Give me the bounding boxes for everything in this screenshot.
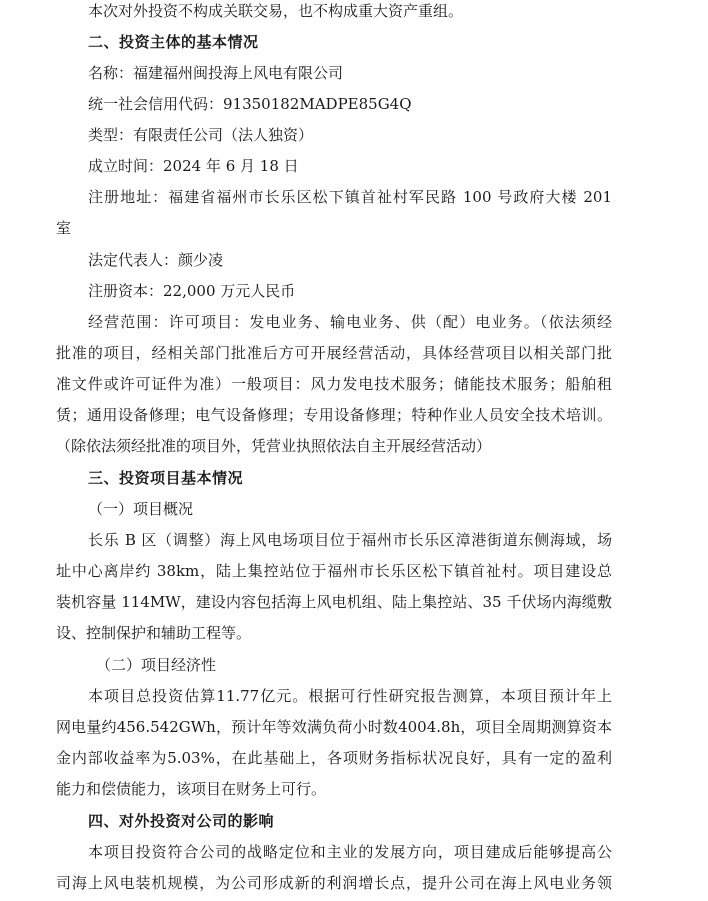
registered-address-line-1: 注册地址：福建省福州市长乐区松下镇首祉村军民路 100 号政府大楼 201 [88,188,612,206]
registered-capital: 注册资本：22,000 万元人民币 [88,282,296,300]
project-overview-line-3: 装机容量 114MW，建设内容包括海上风电机组、陆上集控站、35 千伏场内海缆敷 [56,593,612,611]
business-scope-line-4: 赁；通用设备修理；电气设备修理；专用设备修理；特种作业人员安全技术培训。 [56,406,612,424]
business-scope-line-2: 批准的项目，经相关部门批准后方可开展经营活动，具体经营项目以相关部门批 [56,344,612,362]
company-type: 类型：有限责任公司（法人独资） [88,126,314,144]
project-economics-line-2: 网电量约456.542GWh，预计年等效满负荷小时数4004.8h，项目全周期测算资本 [56,718,612,736]
project-economics-line-3: 金内部收益率为5.03%，在此基础上，各项财务指标状况良好，具有一定的盈利 [56,749,612,767]
legal-representative: 法定代表人：颜少凌 [88,251,224,269]
project-economics-line-4: 能力和偿债能力，该项目在财务上可行。 [56,780,327,798]
project-overview-line-2: 址中心离岸约 38km，陆上集控站位于福州市长乐区松下镇首祉村。项目建设总 [56,562,612,580]
section-heading-project: 三、投资项目基本情况 [88,469,244,487]
section-heading-investor: 二、投资主体的基本情况 [88,33,259,51]
credit-code: 统一社会信用代码：91350182MADPE85G4Q [88,95,412,113]
company-name: 名称：福建福州闽投海上风电有限公司 [88,64,344,82]
business-scope-line-5: （除依法须经批准的项目外，凭营业执照依法自主开展经营活动） [56,437,492,455]
paragraph-no-related-transaction: 本次对外投资不构成关联交易，也不构成重大资产重组。 [88,2,464,20]
established-date: 成立时间：2024 年 6 月 18 日 [88,157,299,175]
registered-address-line-2: 室 [56,219,72,237]
impact-line-1: 本项目投资符合公司的战略定位和主业的发展方向，项目建成后能够提高公 [88,843,612,861]
project-overview-line-1: 长乐 B 区（调整）海上风电场项目位于福州市长乐区漳港街道东侧海域，场 [88,531,612,549]
subheading-project-overview: （一）项目概况 [88,500,194,518]
business-scope-line-3: 准文件或许可证件为准）一般项目：风力发电技术服务；储能技术服务；船舶租 [56,375,612,393]
project-overview-line-4: 设、控制保护和辅助工程等。 [56,624,252,642]
project-economics-line-1: 本项目总投资估算11.77亿元。根据可行性研究报告测算，本项目预计年上 [88,687,612,705]
impact-line-2: 司海上风电装机规模，为公司形成新的利润增长点，提升公司在海上风电业务领 [56,874,612,892]
section-heading-impact: 四、对外投资对公司的影响 [88,812,275,830]
business-scope-line-1: 经营范围：许可项目：发电业务、输电业务、供（配）电业务。（依法须经 [88,313,612,331]
subheading-project-economics: （二）项目经济性 [96,656,217,674]
